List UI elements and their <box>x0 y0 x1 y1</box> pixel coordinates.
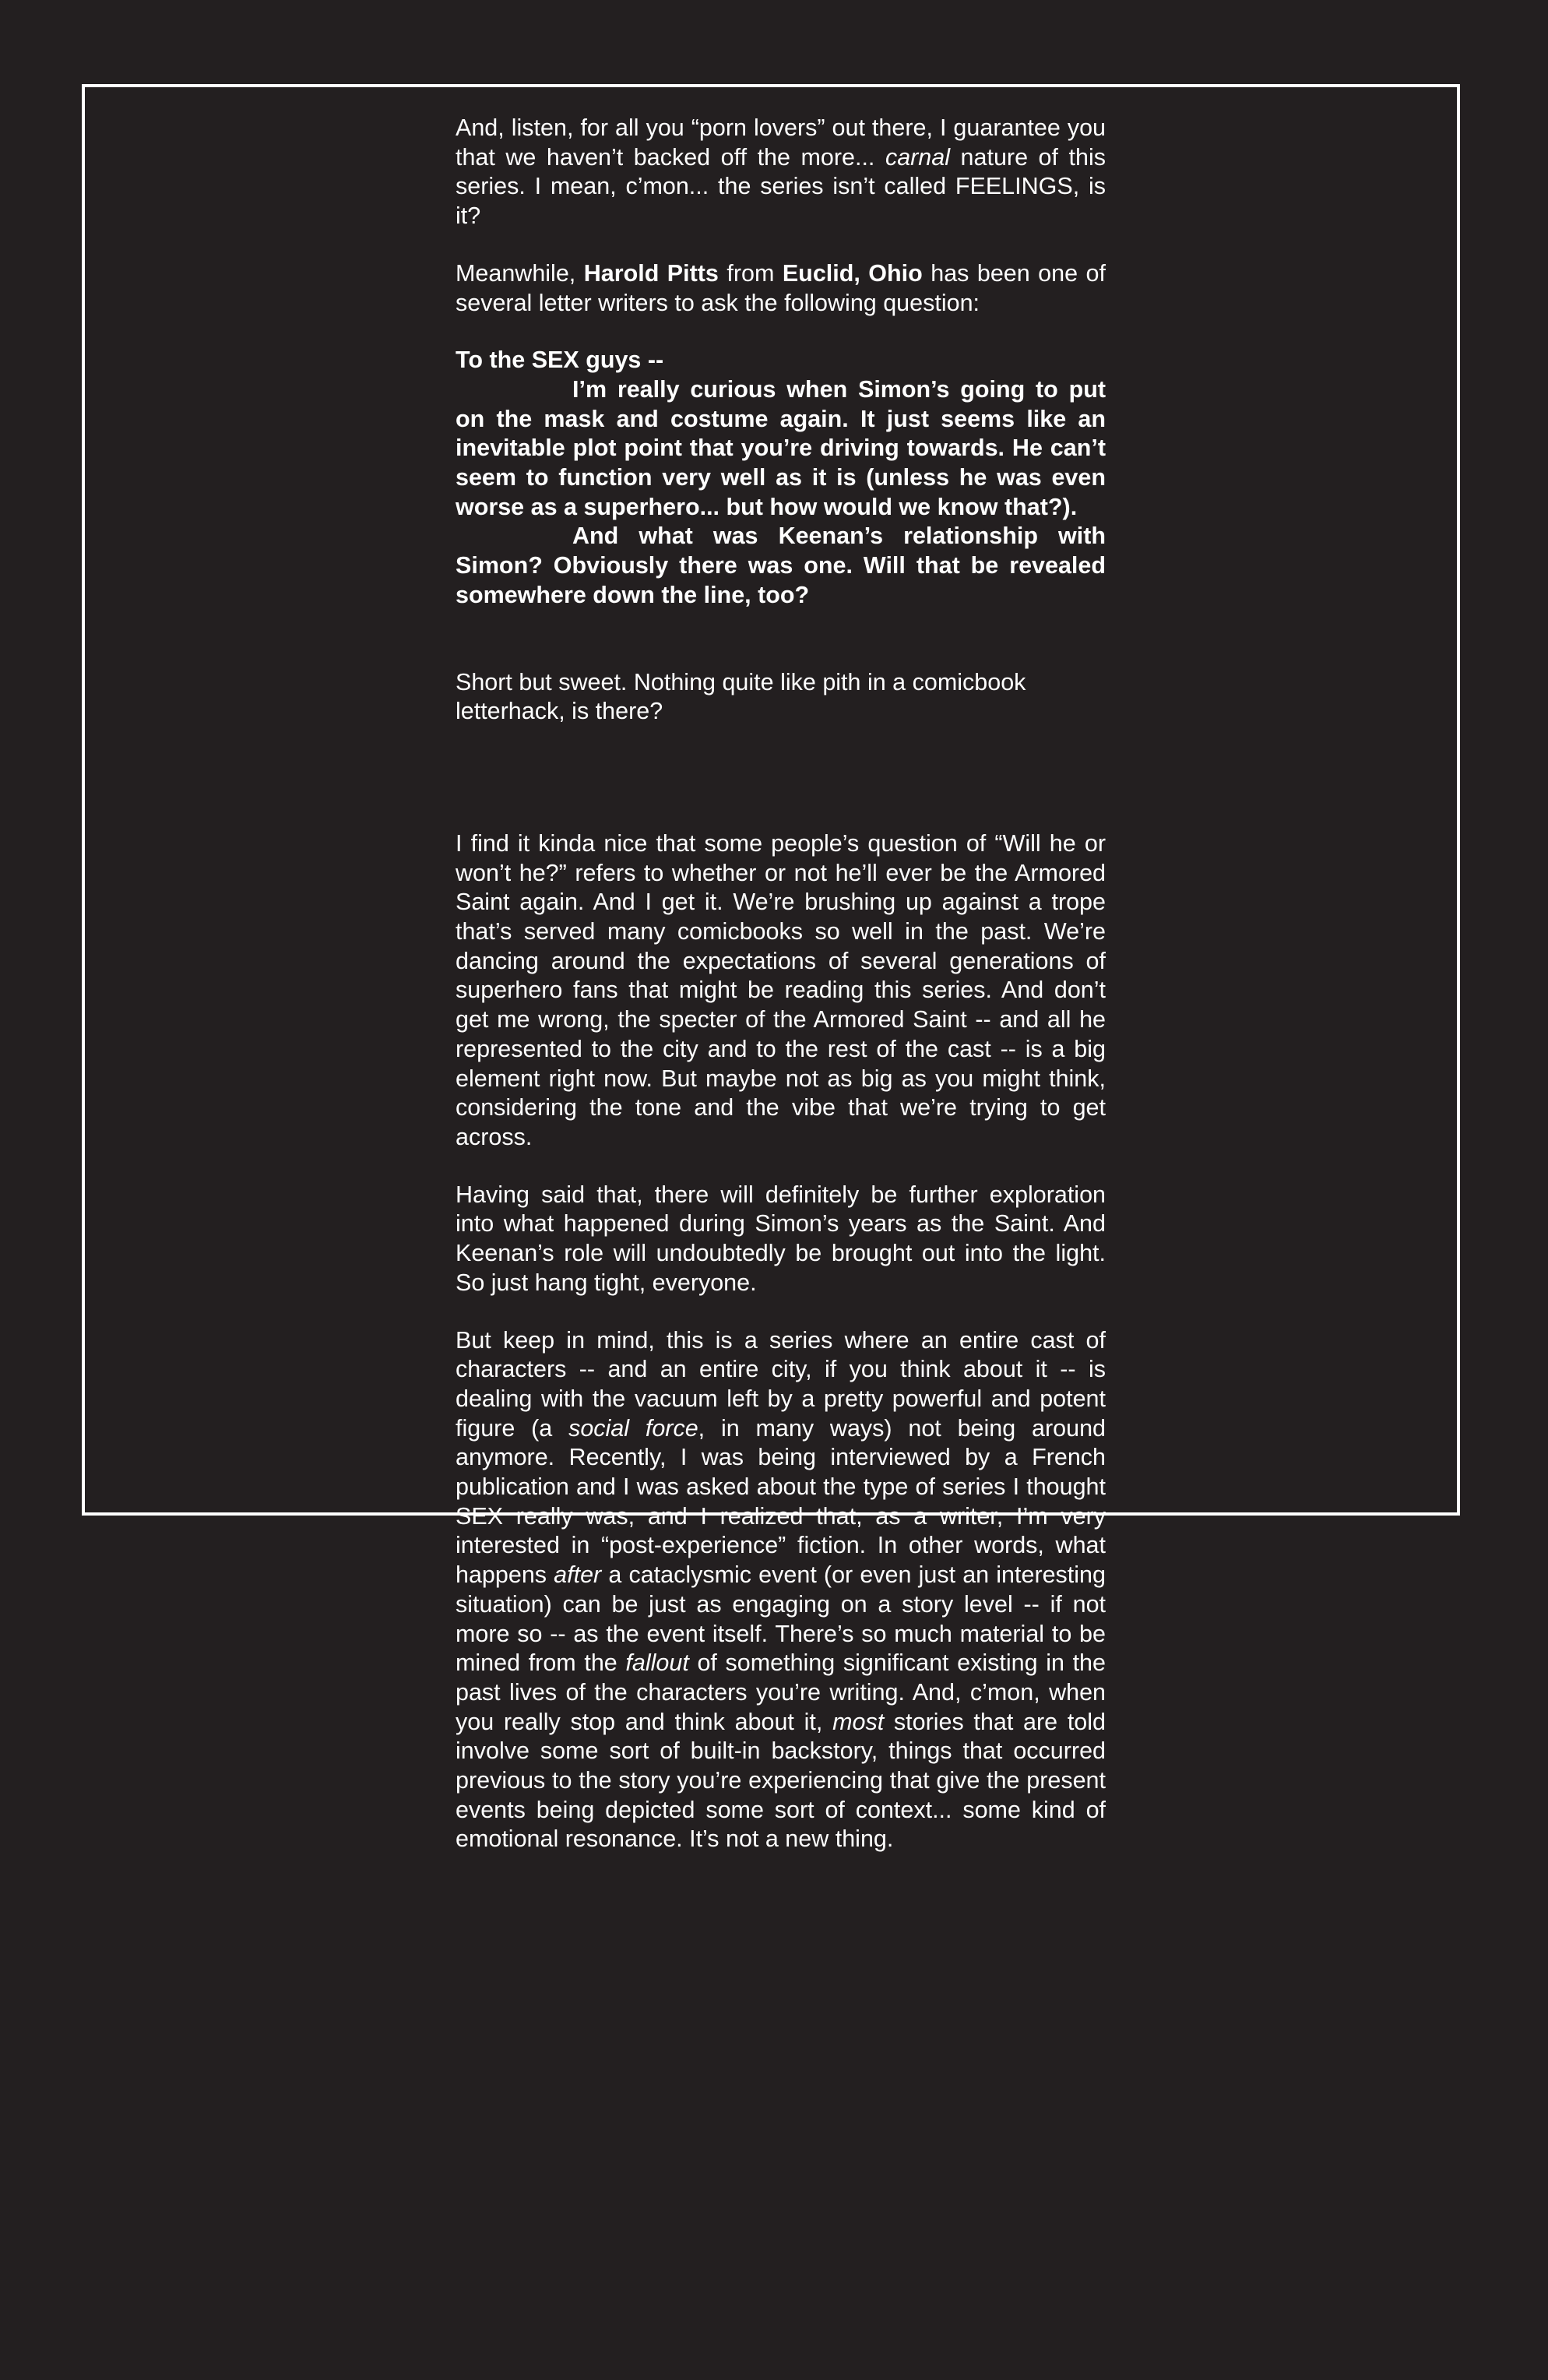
letter-paragraph: And what was Keenan’s relationship with Simon? Obviously there was one. Will that be revealed somewhere down the line, too? <box>456 523 1106 608</box>
paragraph-post-experience: But keep in mind, this is a series where an entire cast of characters -- and an entire city, if you think about it -- is dealing with the vacuum left by a pretty powerful and potent figure (a social force, in many ways) not being around anymore. Recently, I was being interviewed by a French publication and I was asked about the type of series I thought SEX really was, and I realized that, as a writer, I’m very interested in “post-experience” fiction. In other words, what happens after a cataclysmic event (or even just an interesting situation) can be just as engaging on a story level -- if not more so -- as the event itself. There’s so much material to be mined from the fallout of something significant existing in the past lives of the characters you’re writing. And, c’mon, when you really stop and think about it, most stories that are told involve some sort of built-in backstory, things that occurred previous to the story you’re experiencing that give the present events being depicted some sort of context... some kind of emotional resonance. It’s not a new thing. <box>456 1326 1106 1853</box>
paragraph-short-but-sweet: Short but sweet. Nothing quite like pith in a comicbook letterhack, is there? <box>456 668 1026 725</box>
paragraph-letter-intro: Meanwhile, Harold Pitts from Euclid, Ohio has been one of several letter writers to ask the following question: <box>456 259 1106 316</box>
letter-writer-name: Harold Pitts <box>583 259 719 287</box>
letter-salutation: To the SEX guys -- <box>456 347 664 374</box>
letter-writer-location: Euclid, Ohio <box>782 259 923 287</box>
letter-paragraph: I’m really curious when Simon’s going to put on the mask and costume again. It just seems like an inevitable plot point that you’re driving towards. He can’t seem to function very well as it is (unless he was even worse as a superhero... but how would we know that?). <box>456 375 1106 520</box>
letters-column <box>456 114 1106 1882</box>
reader-letter <box>456 346 1106 610</box>
paragraph-porn-lovers: And, listen, for all you “porn lovers” out there, I guarantee you that we haven’t backed off the more... carnal nature of this series. I mean, c’mon... the series isn’t called FEELINGS, is it? <box>456 114 1106 230</box>
paragraph-having-said-that: Having said that, there will definitely be further exploration into what happened during Simon’s years as the Saint. And Keenan’s role will undoubtedly be brought out into the light. So just hang tight, everyone. <box>456 1181 1106 1296</box>
paragraph-will-he-or-wont-he: I find it kinda nice that some people’s question of “Will he or won’t he?” refers to whether or not he’ll ever be the Armored Saint again. And I get it. We’re brushing up against a trope that’s served many comicbooks so well in the past. We’re dancing around the expectations of several generations of superhero fans that might be reading this series. And don’t get me wrong, the specter of the Armored Saint -- and all he represented to the city and to the rest of the cast -- is a big element right now. But maybe not as big as you might think, considering the tone and the vibe that we’re trying to get across. <box>456 829 1106 1150</box>
